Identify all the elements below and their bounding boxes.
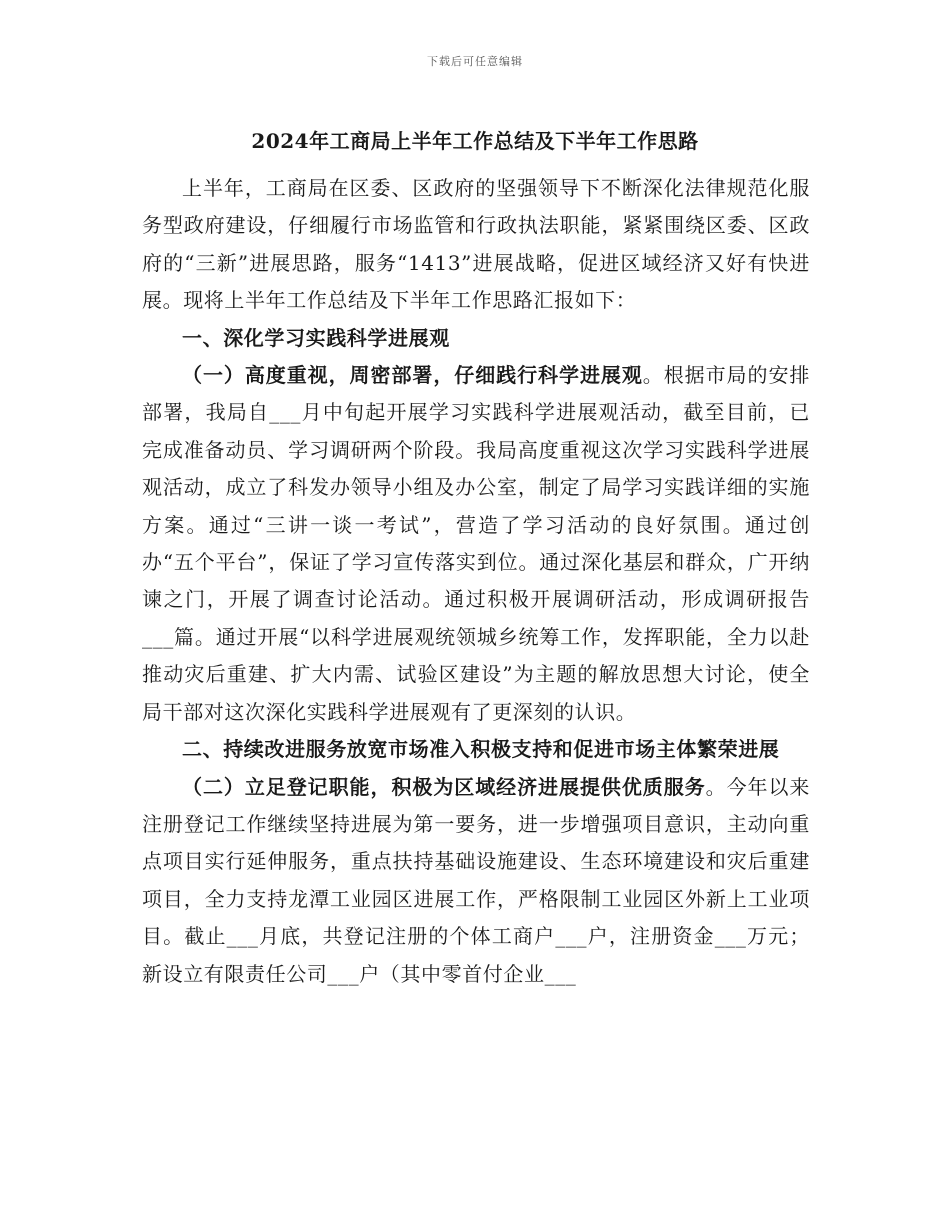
header-note: 下载后可任意编辑 — [427, 55, 523, 68]
section-2-body: 。今年以来注册登记工作继续坚持进展为第一要务，进一步增强项目意识，主动向重点项目实行延伸服务，重点扶持基础设施建设、生态环境建设和灾后重建项目，全力支持龙潭工业园区进展工作，严格限制工业园区外新上工业项目。截止___月底，共登记注册的个体工商户___户，注册资金___万元；新设立有限责任公司___户（其中零首付企业___ — [142, 774, 811, 986]
section-1-heading: 一、深化学习实践科学进展观 — [182, 325, 450, 350]
section-2-paragraph — [142, 769, 810, 993]
section-2-heading: 二、持续改进服务放宽市场准入积极支持和促进市场主体繁荣进展 — [182, 737, 780, 762]
section-1-body: 。根据市局的安排部署，我局自___月中旬起开展学习实践科学进展观活动，截至目前，已完成准备动员、学习调研两个阶段。我局高度重视这次学习实践科学进展观活动，成立了科发办领导小组及办公室，制定了局学习实践详细的实施方案。通过“三讲一谈一考试”，营造了学习活动的良好氛围。通过创办“五个平台”，保证了学习宣传落实到位。通过深化基层和群众，广开纳谏之门，开展了调查讨论活动。通过积极开展调研活动，形成调研报告___篇。通过开展“以科学进展观统领城乡统筹工作，发挥职能，全力以赴推动灾后重建、扩大内需、试验区建设”为主题的解放思想大讨论，使全局干部对这次深化实践科学进展观有了更深刻的认识。 — [142, 363, 810, 724]
section-2-subheading: （二）立足登记职能，积极为区域经济进展提供优质服务 — [182, 774, 706, 799]
section-1-subheading: （一）高度重视，周密部署，仔细践行科学进展观 — [182, 363, 643, 388]
document-title: 2024年工商局上半年工作总结及下半年工作思路 — [251, 129, 699, 153]
section-1-paragraph — [142, 357, 810, 731]
intro-paragraph: 上半年，工商局在区委、区政府的坚强领导下不断深化法律规范化服务型政府建设，仔细履行市场监管和行政执法职能，紧紧围绕区委、区政府的“三新”进展思路，服务“1413”进展战略，促进区域经济又好有快进展。现将上半年工作总结及下半年工作思路汇报如下： — [142, 176, 810, 313]
document-body — [142, 170, 810, 993]
